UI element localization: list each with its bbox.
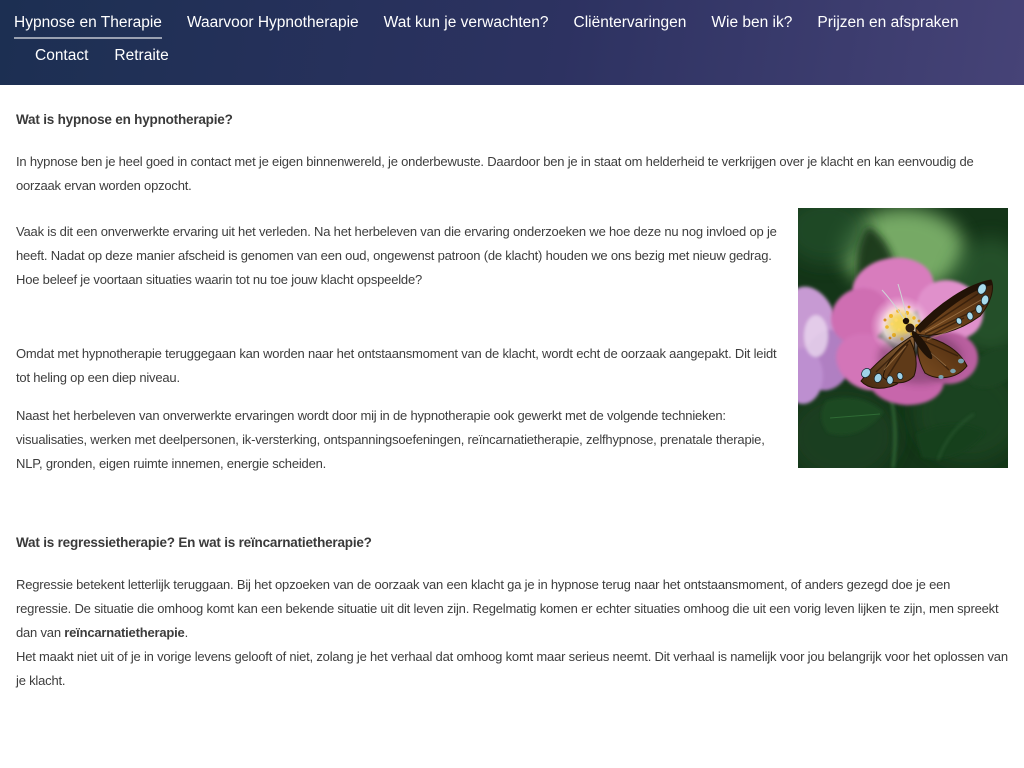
- main-content: [0, 111, 1024, 693]
- section2-p1-bold-term: reïncarnatietherapie: [64, 625, 185, 640]
- section2-paragraph-1: [16, 573, 1008, 693]
- section2-paragraph-2: Het maakt niet uit of je in vorige levens gelooft of niet, zolang je het verhaal dat omhoog komt maar serieus neemt. Dit verhaal is namelijk voor jou belangrijk voor het oplossen van je klacht.: [16, 649, 1008, 688]
- nav-item-wie-ben-ik[interactable]: Wie ben ik?: [711, 14, 793, 31]
- section1-paragraph-3: Omdat met hypnotherapie teruggegaan kan worden naar het ontstaansmoment van de klacht, wordt echt de oorzaak aangepakt. Dit leidt tot heling op een diep niveau.: [16, 346, 777, 385]
- nav-item-waarvoor-hypnotherapie[interactable]: Waarvoor Hypnotherapie: [186, 14, 359, 31]
- section1-paragraph-4: Naast het herbeleven van onverwerkte ervaringen wordt door mij in de hypnotherapie ook gewerkt met de volgende technieken: visualisaties, werken met deelpersonen, ik-versterking, ontspanningsoefeningen, reïncarnatietherapie, zelfhypnose, prenatale therapie, NLP, gronden, eigen ruimte innemen, energie scheiden.: [16, 408, 765, 471]
- nav-row-secondary: [35, 46, 1010, 65]
- section1-paragraph-1: In hypnose ben je heel goed in contact met je eigen binnenwereld, je onderbewuste. Daardoor ben je in staat om helderheid te verkrijgen over je klacht en kan eenvoudig de oorzaak ervan worden opzocht.: [16, 154, 974, 193]
- nav-item-retraite[interactable]: Retraite: [114, 47, 169, 64]
- nav-row-primary: [14, 13, 1010, 39]
- butterfly-on-pink-flower-photo: [798, 208, 1008, 468]
- section1-heading: Wat is hypnose en hypnotherapie?: [16, 112, 233, 127]
- butterfly-flower-illustration: [798, 208, 1008, 468]
- section1-paragraph-2: Vaak is dit een onverwerkte ervaring uit het verleden. Na het herbeleven van die ervaring onderzoeken we hoe deze nu nog invloed op je heeft. Nadat op deze manier afscheid is genomen van een oud, ongewenst patroon (de klacht) houden we ons bezig met nieuw gedrag. Hoe beleef je voortaan situaties waarin tot nu toe jouw klacht opspeelde?: [16, 224, 777, 287]
- nav-item-prijzen-en-afspraken[interactable]: Prijzen en afspraken: [817, 14, 959, 31]
- section2-heading: Wat is regressietherapie? En wat is reïncarnatietherapie?: [16, 535, 372, 550]
- section2-p1-period: .: [184, 625, 188, 640]
- section2-p1-text: Regressie betekent letterlijk teruggaan. Bij het opzoeken van de oorzaak van een klacht ga je in hypnose terug naar het ontstaansmoment, of anders gezegd doe je een regressie. De situatie die omhoog komt kan een bekende situatie uit dit leven zijn. Regelmatig komen er echter situaties omhoog die uit een vorig leven lijken te zijn, men spreekt dan van: [16, 577, 999, 640]
- nav-item-hypnose-en-therapie[interactable]: Hypnose en Therapie: [14, 13, 162, 39]
- nav-item-wat-kun-je-verwachten[interactable]: Wat kun je verwachten?: [383, 14, 549, 31]
- main-nav: [0, 0, 1024, 85]
- nav-item-clientervaringen[interactable]: Cliëntervaringen: [573, 14, 687, 31]
- nav-item-contact[interactable]: Contact: [35, 47, 89, 64]
